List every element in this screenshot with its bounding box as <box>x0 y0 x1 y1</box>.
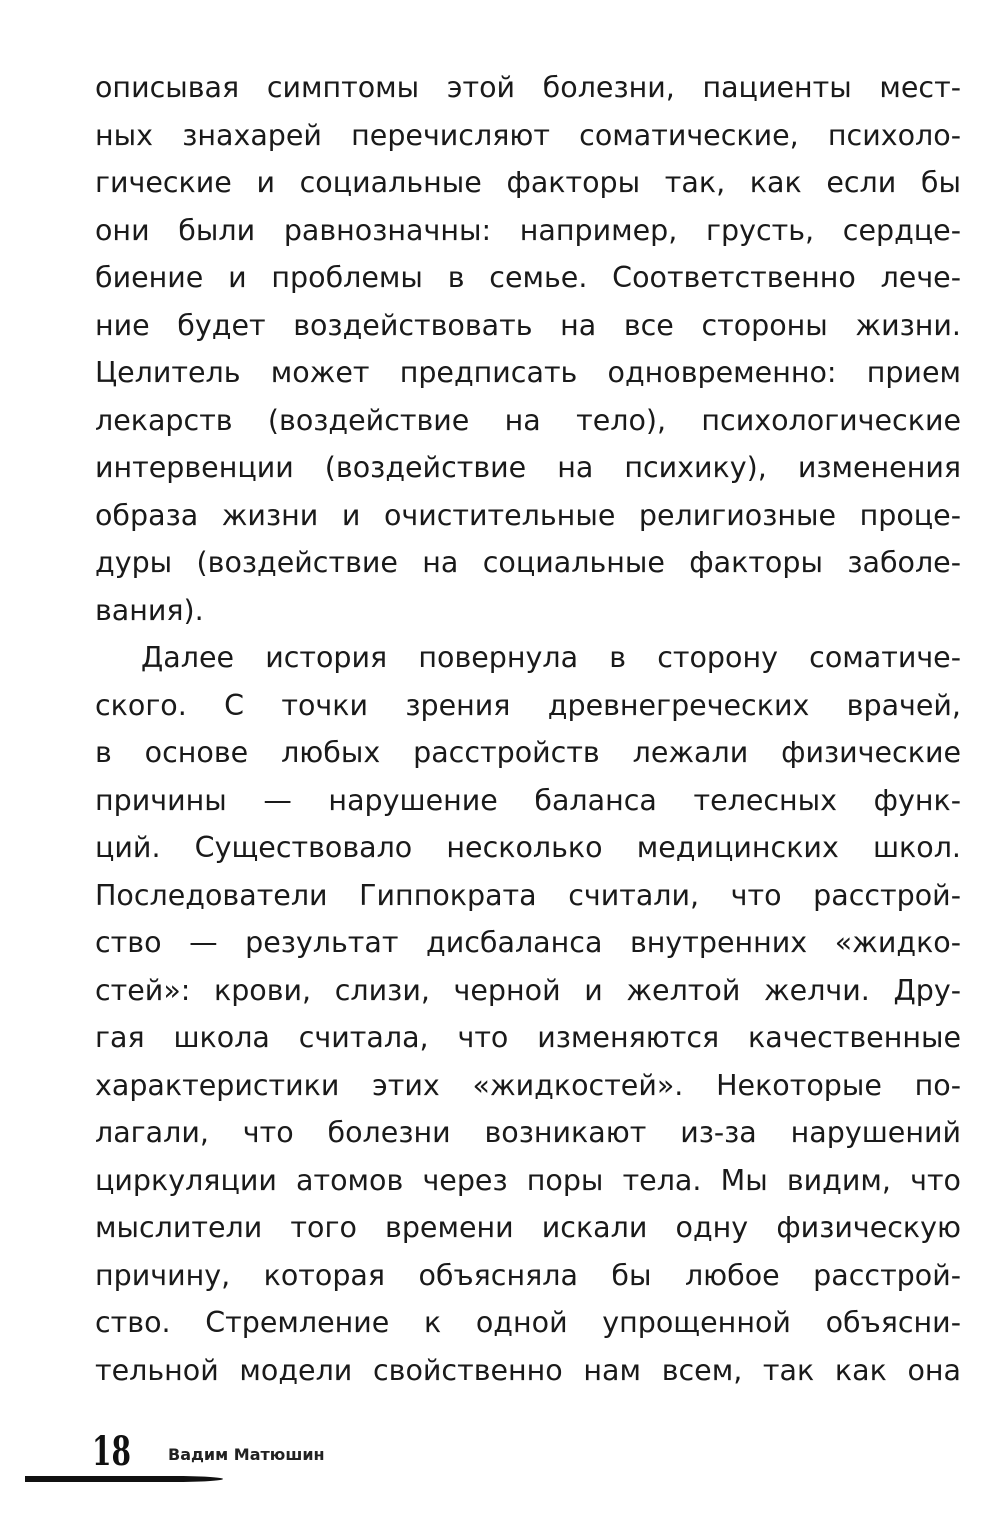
text-line: гая школа считала, что изменяются качественные <box>95 1021 961 1054</box>
text-line: ние будет воздействовать на все стороны жизни. <box>95 308 961 342</box>
text-line: лагали, что болезни возникают из-за нарушений <box>95 1116 961 1149</box>
footer-rule <box>25 1476 223 1482</box>
text-line: стей»: крови, слизи, черной и желтой желчи. Дру- <box>95 973 961 1007</box>
running-head-author: Вадим Матюшин <box>168 1445 325 1464</box>
text-line: образа жизни и очистительные религиозные проце- <box>95 498 961 532</box>
text-line: ство — результат дисбаланса внутренних «жидко- <box>95 926 961 959</box>
text-line: циркуляции атомов через поры тела. Мы видим, что <box>95 1163 961 1197</box>
text-line: причину, которая объясняла бы любое расстрой- <box>95 1258 961 1292</box>
paragraph <box>95 634 961 1394</box>
text-line: мыслители того времени искали одну физическую <box>95 1211 961 1244</box>
text-line: характеристики этих «жидкостей». Некоторые по- <box>95 1068 961 1102</box>
text-line: ций. Существовало несколько медицинских школ. <box>95 831 961 864</box>
text-line: ского. С точки зрения древнегреческих врачей, <box>95 688 961 722</box>
text-line: Целитель может предписать одновременно: прием <box>95 356 961 389</box>
text-line: в основе любых расстройств лежали физические <box>95 736 961 769</box>
text-line: лекарств (воздействие на тело), психологические <box>95 403 961 437</box>
text-line: тельной модели свойственно нам всем, так как она <box>95 1353 961 1387</box>
text-line: ных знахарей перечисляют соматические, психоло- <box>95 118 961 152</box>
text-line: Последователи Гиппократа считали, что расстрой- <box>95 878 961 912</box>
text-line: гические и социальные факторы так, как если бы <box>95 166 961 199</box>
text-line: дуры (воздействие на социальные факторы заболе- <box>95 546 961 579</box>
text-line: они были равнозначны: например, грусть, сердце- <box>95 213 961 247</box>
page-body <box>95 64 961 1394</box>
text-line: причины — нарушение баланса телесных функ- <box>95 783 961 817</box>
text-line: Далее история повернула в сторону соматиче- <box>141 641 961 674</box>
text-line: вания). <box>95 593 204 627</box>
text-line: описывая симптомы этой болезни, пациенты мест- <box>95 71 961 104</box>
paragraph <box>95 64 961 634</box>
text-line: биение и проблемы в семье. Соответственно лече- <box>95 261 961 294</box>
text-line: интервенции (воздействие на психику), изменения <box>95 451 961 484</box>
text-line: ство. Стремление к одной упрощенной объясни- <box>95 1306 961 1339</box>
page-number: 18 <box>92 1428 131 1475</box>
